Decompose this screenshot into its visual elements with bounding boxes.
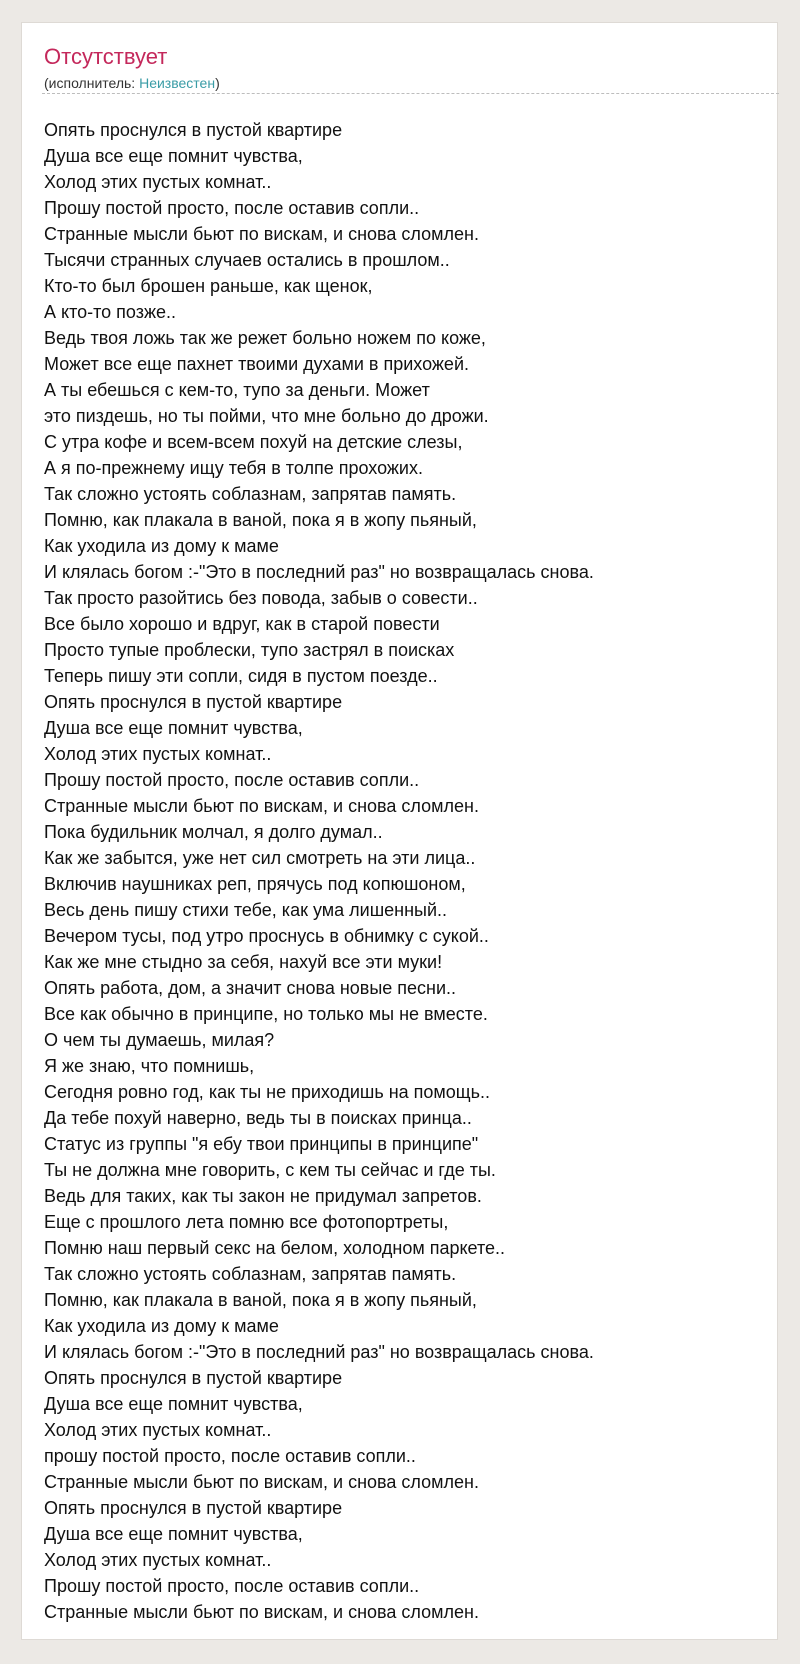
lyric-line: Как же забытся, уже нет сил смотреть на эти лица.. xyxy=(44,848,476,868)
lyric-line: А кто-то позже.. xyxy=(44,302,177,322)
lyric-line: Холод этих пустых комнат.. xyxy=(44,172,272,192)
lyric-line: Опять проснулся в пустой квартире xyxy=(44,120,343,140)
lyric-line: это пиздешь, но ты пойми, что мне больно до дрожи. xyxy=(44,406,489,426)
lyric-line: Помню наш первый секс на белом, холодном паркете.. xyxy=(44,1238,506,1258)
lyric-line: О чем ты думаешь, милая? xyxy=(44,1030,275,1050)
lyric-line: Сегодня ровно год, как ты не приходишь на помощь.. xyxy=(44,1082,490,1102)
lyric-line: А ты ебешься с кем-то, тупо за деньги. Может xyxy=(44,380,430,400)
lyric-line: Теперь пишу эти сопли, сидя в пустом поезде.. xyxy=(44,666,438,686)
lyric-line: Душа все еще помнит чувства, xyxy=(44,146,303,166)
artist-line xyxy=(44,74,220,92)
lyric-line: Опять проснулся в пустой квартире xyxy=(44,692,343,712)
lyric-line: Странные мысли бьют по вискам, и снова сломлен. xyxy=(44,796,479,816)
lyric-line: Как же мне стыдно за себя, нахуй все эти муки! xyxy=(44,952,443,972)
lyric-line: Да тебе похуй наверно, ведь ты в поисках принца.. xyxy=(44,1108,472,1128)
lyric-line: Статус из группы "я ебу твои принципы в принципе" xyxy=(44,1134,479,1154)
lyric-line: Просто тупые проблески, тупо застрял в поисках xyxy=(44,640,455,660)
lyric-line: Весь день пишу стихи тебе, как ума лишенный.. xyxy=(44,900,448,920)
lyric-line: Так просто разойтись без повода, забыв о совести.. xyxy=(44,588,478,608)
lyric-line: Ты не должна мне говорить, с кем ты сейчас и где ты. xyxy=(44,1160,496,1180)
lyric-line: Включив наушниках реп, прячусь под копюшоном, xyxy=(44,874,466,894)
lyric-line: Странные мысли бьют по вискам, и снова сломлен. xyxy=(44,1472,479,1492)
lyric-line: Душа все еще помнит чувства, xyxy=(44,1524,303,1544)
lyric-line: Как уходила из дому к маме xyxy=(44,1316,279,1336)
lyric-line: Кто-то был брошен раньше, как щенок, xyxy=(44,276,373,296)
lyric-line: Может все еще пахнет твоими духами в прихожей. xyxy=(44,354,469,374)
lyric-line: Душа все еще помнит чувства, xyxy=(44,718,303,738)
lyric-line: Помню, как плакала в ваной, пока я в жопу пьяный, xyxy=(44,1290,477,1310)
lyric-line: Душа все еще помнит чувства, xyxy=(44,1394,303,1414)
lyric-line: Я же знаю, что помнишь, xyxy=(44,1056,255,1076)
lyrics-text xyxy=(44,117,744,1625)
lyric-line: Помню, как плакала в ваной, пока я в жопу пьяный, xyxy=(44,510,477,530)
lyric-line: Как уходила из дому к маме xyxy=(44,536,279,556)
lyric-line: Опять проснулся в пустой квартире xyxy=(44,1498,343,1518)
lyric-line: Так сложно устоять соблазнам, запрятав память. xyxy=(44,1264,457,1284)
lyric-line: Все было хорошо и вдруг, как в старой повести xyxy=(44,614,440,634)
lyric-line: Прошу постой просто, после оставив сопли.. xyxy=(44,1576,420,1596)
lyric-line: Холод этих пустых комнат.. xyxy=(44,1420,272,1440)
artist-prefix: (исполнитель: xyxy=(44,75,140,91)
lyric-line: Холод этих пустых комнат.. xyxy=(44,1550,272,1570)
lyric-line: Опять работа, дом, а значит снова новые песни.. xyxy=(44,978,457,998)
lyric-line: Холод этих пустых комнат.. xyxy=(44,744,272,764)
lyric-line: Пока будильник молчал, я долго думал.. xyxy=(44,822,383,842)
lyric-line: прошу постой просто, после оставив сопли.. xyxy=(44,1446,416,1466)
lyric-line: Все как обычно в принципе, но только мы не вместе. xyxy=(44,1004,488,1024)
song-title: Отсутствует xyxy=(44,44,168,69)
lyric-line: Еще с прошлого лета помню все фотопортреты, xyxy=(44,1212,449,1232)
lyric-line: Странные мысли бьют по вискам, и снова сломлен. xyxy=(44,224,479,244)
header-divider xyxy=(42,93,779,94)
lyric-line: И клялась богом :-"Это в последний раз" но возвращалась снова. xyxy=(44,562,594,582)
lyric-line: Прошу постой просто, после оставив сопли.. xyxy=(44,770,420,790)
lyric-line: Опять проснулся в пустой квартире xyxy=(44,1368,343,1388)
lyric-line: Тысячи странных случаев остались в прошлом.. xyxy=(44,250,450,270)
lyric-line: Так сложно устоять соблазнам, запрятав память. xyxy=(44,484,457,504)
lyric-line: А я по-прежнему ищу тебя в толпе прохожих. xyxy=(44,458,423,478)
lyric-line: Прошу постой просто, после оставив сопли.. xyxy=(44,198,420,218)
lyrics-card xyxy=(21,22,778,1640)
lyric-line: Ведь твоя ложь так же режет больно ножем по коже, xyxy=(44,328,486,348)
artist-suffix: ) xyxy=(215,75,220,91)
lyric-line: Ведь для таких, как ты закон не придумал запретов. xyxy=(44,1186,482,1206)
lyric-line: Вечером тусы, под утро проснусь в обнимку с сукой.. xyxy=(44,926,489,946)
lyric-line: И клялась богом :-"Это в последний раз" но возвращалась снова. xyxy=(44,1342,594,1362)
lyric-line: Странные мысли бьют по вискам, и снова сломлен. xyxy=(44,1602,479,1622)
artist-link[interactable]: Неизвестен xyxy=(139,75,216,91)
lyric-line: С утра кофе и всем-всем похуй на детские слезы, xyxy=(44,432,463,452)
